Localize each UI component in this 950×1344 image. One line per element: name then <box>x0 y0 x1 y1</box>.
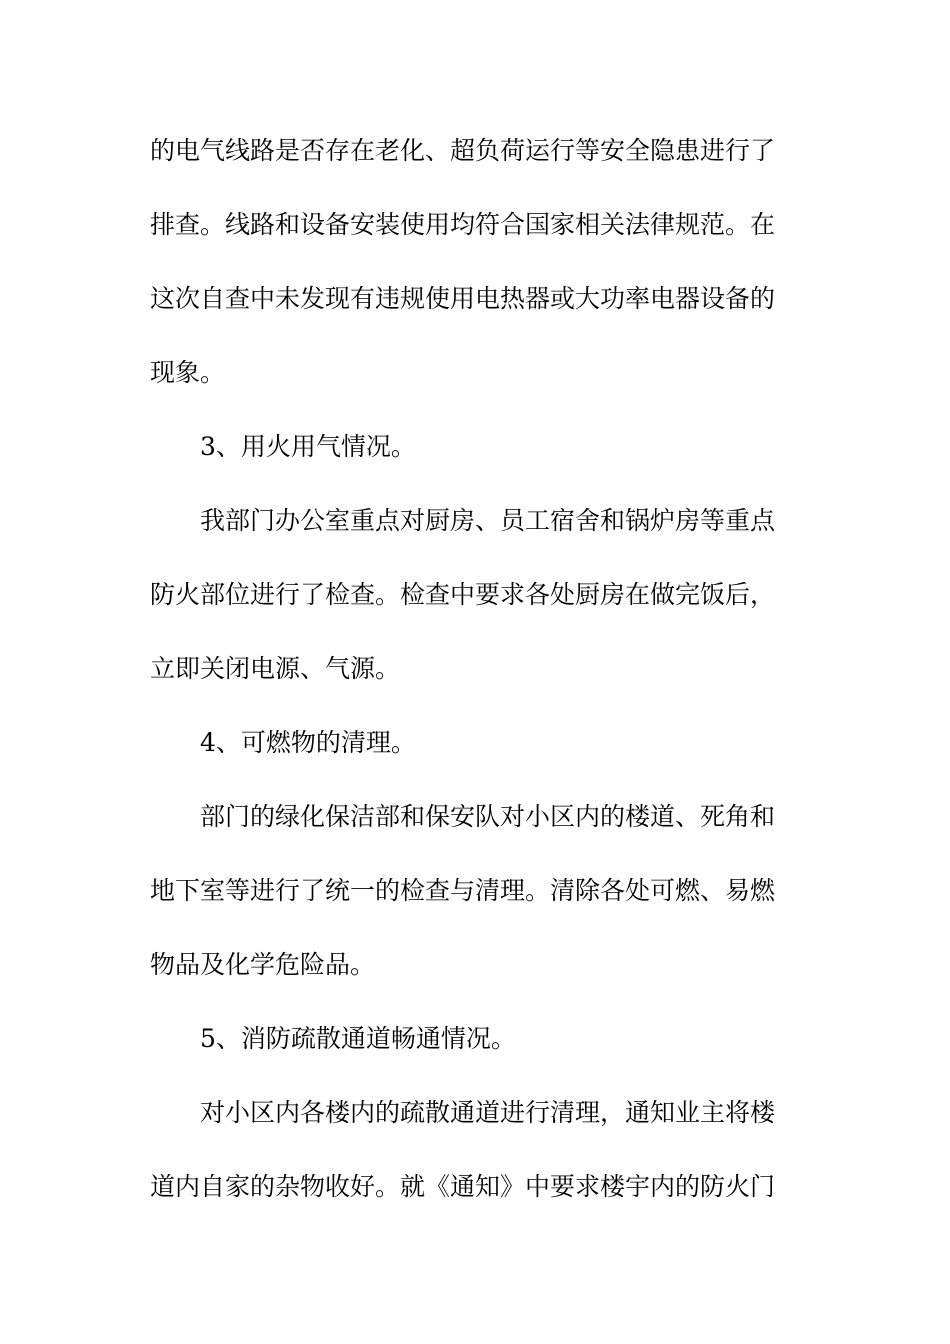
section-heading: 3、用火用气情况。 <box>200 432 416 461</box>
text-line: 物品及化学危险品。 <box>150 950 376 979</box>
text-line: 道内自家的杂物收好。就《通知》中要求楼宇内的防火门 <box>150 1172 776 1201</box>
text-line: 现象。 <box>150 358 226 387</box>
text-line: 防火部位进行了检查。检查中要求各处厨房在做完饭后， <box>150 580 776 609</box>
section-heading: 5、消防疏散通道畅通情况。 <box>200 1024 516 1053</box>
text-line: 部门的绿化保洁部和保安队对小区内的楼道、死角和 <box>200 802 776 831</box>
text-line: 我部门办公室重点对厨房、员工宿舍和锅炉房等重点 <box>200 506 776 535</box>
text-line: 的电气线路是否存在老化、超负荷运行等安全隐患进行了 <box>150 136 776 165</box>
text-line: 这次自查中未发现有违规使用电热器或大功率电器设备的 <box>150 284 776 313</box>
text-line: 对小区内各楼内的疏散通道进行清理，通知业主将楼 <box>200 1098 776 1127</box>
text-line: 排查。线路和设备安装使用均符合国家相关法律规范。在 <box>150 210 776 239</box>
section-heading: 4、可燃物的清理。 <box>200 728 416 757</box>
text-line: 地下室等进行了统一的检查与清理。清除各处可燃、易燃 <box>150 876 776 905</box>
body-text <box>150 114 800 1224</box>
text-line: 立即关闭电源、气源。 <box>150 654 401 683</box>
